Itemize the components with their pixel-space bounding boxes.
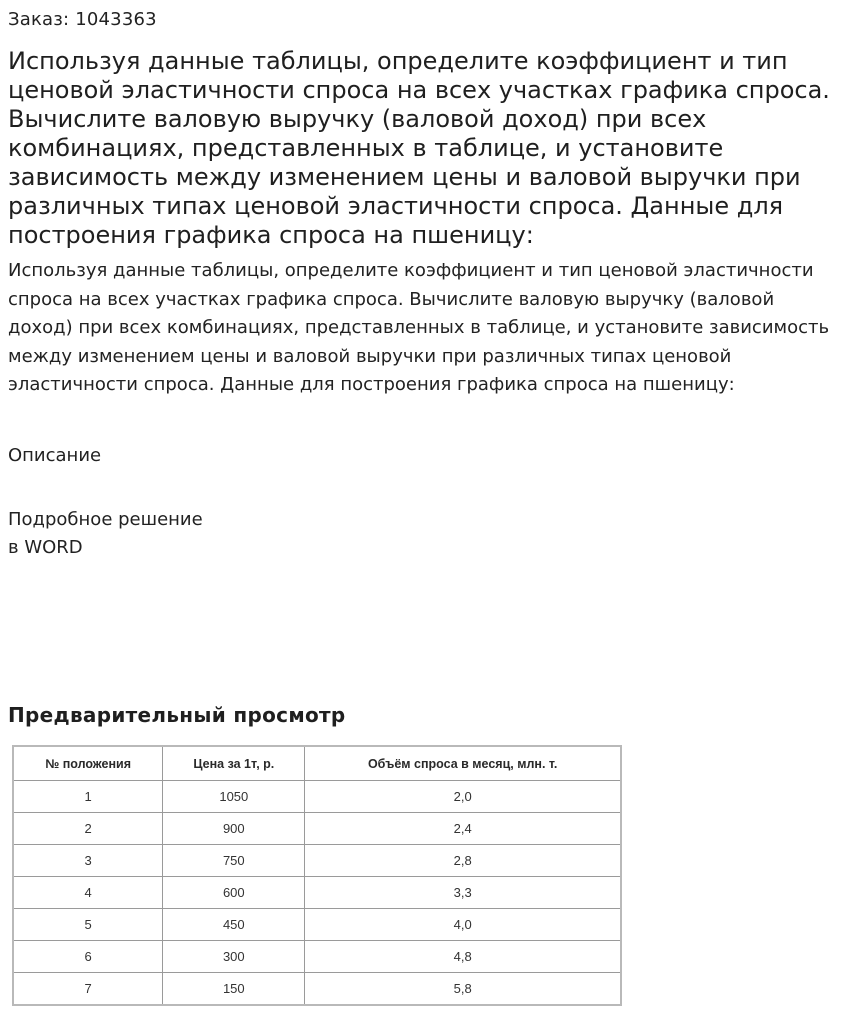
solution-info xyxy=(8,506,203,562)
table-cell: 6 xyxy=(13,941,163,973)
table-row xyxy=(13,877,621,909)
table-row xyxy=(13,781,621,813)
table-cell: 900 xyxy=(163,813,305,845)
order-id: Заказ: 1043363 xyxy=(8,9,157,30)
table-cell: 4 xyxy=(13,877,163,909)
table-cell: 750 xyxy=(163,845,305,877)
table-header-cell: № положения xyxy=(13,746,163,781)
page-title: Используя данные таблицы, определите коэффициент и тип ценовой эластичности спроса на всех участках графика спроса. Вычислите валовую выручку (валовой доход) при всех комбинациях, представленных в таблице, и установите зависимость между изменением цены и валовой выручки при различных типах ценовой эластичности спроса. Данные для построения графика спроса на пшеницу: xyxy=(8,47,830,249)
preview-title: Предварительный просмотр xyxy=(8,703,346,727)
table-row xyxy=(13,973,621,1006)
table-cell: 4,0 xyxy=(305,909,621,941)
table-cell: 2 xyxy=(13,813,163,845)
table-cell: 1 xyxy=(13,781,163,813)
table-header-cell: Цена за 1т, р. xyxy=(163,746,305,781)
table-cell: 2,0 xyxy=(305,781,621,813)
table-cell: 450 xyxy=(163,909,305,941)
table-header-row xyxy=(13,746,621,781)
solution-line-2: в WORD xyxy=(8,537,83,558)
preview-table xyxy=(12,745,622,1006)
table-cell: 5,8 xyxy=(305,973,621,1006)
table-row xyxy=(13,813,621,845)
table-cell: 4,8 xyxy=(305,941,621,973)
table-cell: 150 xyxy=(163,973,305,1006)
table-row xyxy=(13,845,621,877)
table-cell: 3 xyxy=(13,845,163,877)
solution-line-1: Подробное решение xyxy=(8,509,203,530)
table-cell: 2,8 xyxy=(305,845,621,877)
table-cell: 2,4 xyxy=(305,813,621,845)
table-cell: 1050 xyxy=(163,781,305,813)
table-cell: 3,3 xyxy=(305,877,621,909)
task-text: Используя данные таблицы, определите коэффициент и тип ценовой эластичности спроса на всех участках графика спроса. Вычислите валовую выручку (валовой доход) при всех комбинациях, представленных в таблице, и установите зависимость между изменением цены и валовой выручки при различных типах ценовой эластичности спроса. Данные для построения графика спроса на пшеницу: xyxy=(8,260,830,395)
table-cell: 600 xyxy=(163,877,305,909)
table-cell: 5 xyxy=(13,909,163,941)
table-cell: 300 xyxy=(163,941,305,973)
table-header-cell: Объём спроса в месяц, млн. т. xyxy=(305,746,621,781)
table-row xyxy=(13,909,621,941)
table-row xyxy=(13,941,621,973)
table-cell: 7 xyxy=(13,973,163,1006)
description-label: Описание xyxy=(8,445,102,466)
